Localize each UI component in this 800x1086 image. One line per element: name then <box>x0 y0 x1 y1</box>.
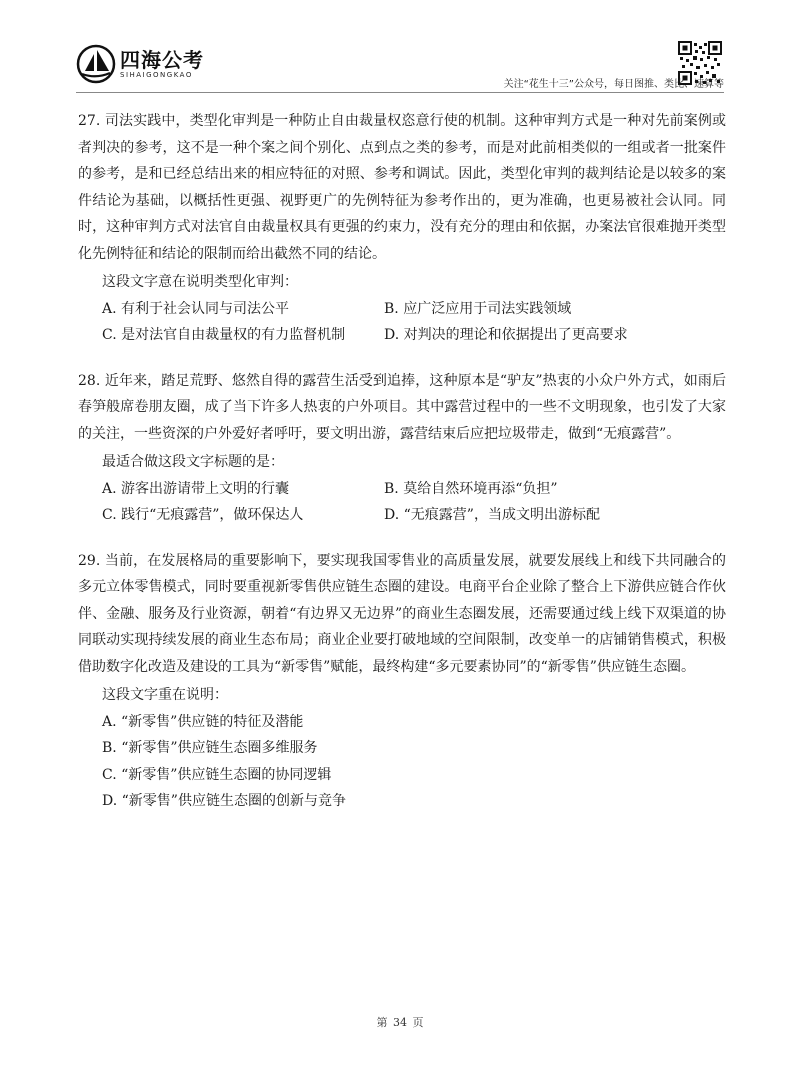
option-b: B. 应广泛应用于司法实践领域 <box>384 300 572 317</box>
header-tagline: 关注“花生十三”公众号，每日图推、类比、速算等 <box>503 79 724 90</box>
page-number: 34 <box>393 1016 407 1029</box>
sailboat-logo-icon <box>76 44 116 84</box>
question-prompt: 最适合做这段文字标题的是： <box>102 454 284 470</box>
question-stem <box>78 548 726 681</box>
logo <box>76 44 204 84</box>
page-label-prefix: 第 <box>376 1016 388 1029</box>
option-b: B. 莫给自然环境再添“负担” <box>384 480 558 497</box>
question-prompt: 这段文字意在说明类型化审判： <box>102 274 298 290</box>
question-prompt: 这段文字重在说明： <box>102 687 228 703</box>
options <box>78 709 726 815</box>
question-stem <box>78 108 726 267</box>
page-header <box>0 0 800 95</box>
logo-title: 四海公考 <box>120 47 204 72</box>
option-a: A. “新零售”供应链的特征及潜能 <box>102 713 304 730</box>
option-a: A. 游客出游请带上文明的行囊 <box>102 480 290 497</box>
option-b: B. “新零售”供应链生态圈多维服务 <box>102 740 318 756</box>
question-28 <box>78 368 726 529</box>
option-c: C. “新零售”供应链生态圈的协同逻辑 <box>102 766 332 783</box>
option-d: D. 对判决的理论和依据提出了更高要求 <box>384 327 628 343</box>
question-number: 29. <box>78 552 101 569</box>
options <box>78 296 726 349</box>
options <box>78 476 726 529</box>
question-29 <box>78 548 726 815</box>
question-text: 近年来，踏足荒野、悠然自得的露营生活受到追捧，这种原本是“驴友”热衷的小众户外方式，如雨后春笋般席卷朋友圈，成了当下许多人热衷的户外项目。其中露营过程中的一些不文明现象，也引发了大家的关注，一些资深的户外爱好者呼吁，要文明出游，露营结束后应把垃圾带走，做到“无痕露营”。 <box>78 372 726 442</box>
question-text: 司法实践中，类型化审判是一种防止自由裁量权恣意行使的机制。这种审判方式是一种对先前案例或者判决的参考，这不是一种个案之间个别化、点到点之类的参考，而是对此前相类似的一组或者一批案件的参考，是和已经总结出来的相应特征的对照、参考和调试。因此，类型化审判的裁判结论是以较多的案件结论为基础，以概括性更强、视野更广的先例特征为参考作出的，更为准确，也更易被社会认同。同时，这种审判方式对法官自由裁量权具有更强的约束力，没有充分的理由和依据，办案法官很难抛开类型化先例特征和结论的限制而给出截然不同的结论。 <box>78 113 727 262</box>
option-d: D. “新零售”供应链生态圈的创新与竞争 <box>102 793 346 809</box>
question-number: 27. <box>78 113 101 129</box>
option-c: C. 践行“无痕露营”，做环保达人 <box>102 507 304 523</box>
question-text: 当前，在发展格局的重要影响下，要实现我国零售业的高质量发展，就要发展线上和线下共同融合的多元立体零售模式，同时要重视新零售供应链生态圈的建设。电商平台企业除了整合上下游供应链合作伙伴、金融、服务及行业资源，朝着“有边界又无边界”的商业生态圈发展，还需要通过线上线下双渠道的协同联动实现持续发展的商业生态布局；商业企业要打破地域的空间限制，改变单一的店铺销售模式，积极借助数字化改造及建设的工具为“新零售”赋能，最终构建“多元要素协同”的“新零售”供应链生态圈。 <box>78 552 727 675</box>
page-content <box>78 108 726 815</box>
page-label-suffix: 页 <box>412 1016 424 1029</box>
question-stem <box>78 368 726 448</box>
option-d: D. “无痕露营”，当成文明出游标配 <box>384 507 600 523</box>
question-27 <box>78 108 726 349</box>
option-a: A. 有利于社会认同与司法公平 <box>102 300 290 317</box>
page-footer <box>0 1014 800 1030</box>
header-divider <box>76 92 724 93</box>
logo-subtitle: SIHAIGONGKAO <box>120 70 193 79</box>
option-c: C. 是对法官自由裁量权的有力监督机制 <box>102 327 346 343</box>
question-number: 28. <box>78 372 101 389</box>
